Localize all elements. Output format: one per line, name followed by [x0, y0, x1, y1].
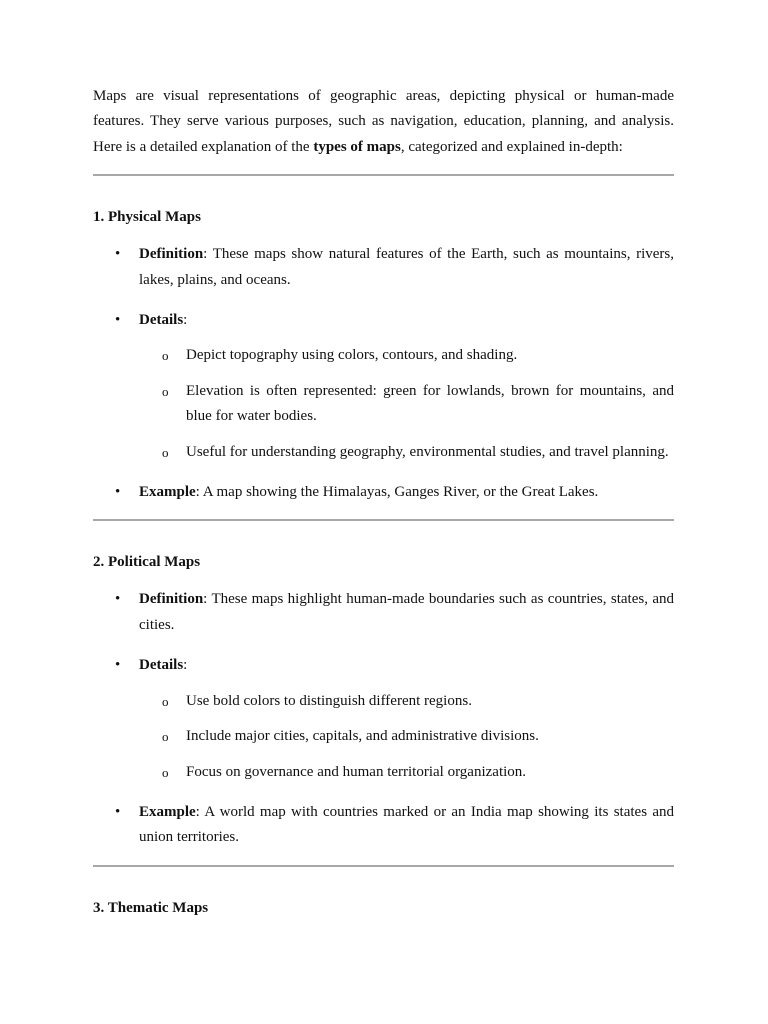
detail-text: Use bold colors to distinguish different regions.: [186, 692, 472, 709]
document-page: [93, 84, 674, 918]
sub-bullet-icon: o: [162, 444, 169, 460]
detail-subitem: [93, 379, 674, 430]
section-bullet-list: [93, 242, 674, 505]
intro-paragraph: [93, 84, 674, 160]
details-label: Details: [139, 312, 184, 329]
detail-subitem: [93, 760, 674, 785]
section-bullet-list: [93, 587, 674, 850]
detail-text: Include major cities, capitals, and administrative divisions.: [186, 728, 539, 745]
detail-text: Elevation is often represented: green for lowlands, brown for mountains, and blue for water bodies.: [186, 382, 674, 425]
example-item: [93, 800, 674, 851]
definition-item: [93, 242, 674, 293]
section-thematic-maps: [93, 898, 674, 918]
horizontal-rule: [93, 174, 674, 176]
intro-text-after: , categorized and explained in-depth:: [400, 138, 623, 155]
detail-subitem: [93, 724, 674, 749]
example-label: Example: [139, 803, 196, 820]
section-heading: 3. Thematic Maps: [93, 899, 209, 916]
section-heading: 1. Physical Maps: [93, 209, 201, 226]
example-text: : A map showing the Himalayas, Ganges River, or the Great Lakes.: [195, 484, 599, 501]
detail-subitem: [93, 343, 674, 368]
section-physical-maps: [93, 207, 674, 505]
definition-label: Definition: [139, 246, 204, 263]
definition-label: Definition: [139, 591, 204, 608]
horizontal-rule: [93, 519, 674, 521]
sub-bullet-icon: o: [162, 764, 169, 780]
details-colon: :: [183, 657, 188, 674]
bullet-icon: •: [115, 657, 121, 674]
example-item: [93, 480, 674, 505]
intro-bold-term: types of maps: [313, 138, 401, 155]
example-label: Example: [139, 484, 196, 501]
section-heading: 2. Political Maps: [93, 554, 201, 571]
definition-text: : These maps highlight human-made boundaries such as countries, states, and cities.: [139, 591, 674, 633]
detail-text: Useful for understanding geography, environmental studies, and travel planning.: [186, 443, 669, 460]
sub-bullet-icon: o: [162, 383, 169, 399]
horizontal-rule: [93, 865, 674, 867]
sub-bullet-icon: o: [162, 729, 169, 745]
detail-subitem: [93, 440, 674, 465]
bullet-icon: •: [115, 591, 121, 608]
detail-subitem: [93, 689, 674, 714]
definition-text: : These maps show natural features of the Earth, such as mountains, rivers, lakes, plains, and oceans.: [139, 246, 674, 288]
details-item: [93, 653, 674, 678]
details-item: [93, 308, 674, 333]
sub-bullet-icon: o: [162, 348, 169, 364]
bullet-icon: •: [115, 246, 121, 263]
example-text: : A world map with countries marked or an India map showing its states and union territories.: [139, 803, 674, 846]
bullet-icon: •: [115, 312, 121, 329]
bullet-icon: •: [115, 803, 121, 820]
definition-item: [93, 587, 674, 638]
details-colon: :: [183, 312, 188, 329]
detail-text: Depict topography using colors, contours, and shading.: [186, 347, 518, 364]
details-label: Details: [139, 657, 184, 674]
detail-text: Focus on governance and human territorial organization.: [186, 763, 527, 780]
section-political-maps: [93, 552, 674, 850]
intro-text-before: Maps are visual representations of geographic areas, depicting physical or human-made features. They serve various purposes, such as navigation, education, planning, and analysis. Here is a detailed explanation of the: [93, 88, 674, 155]
sub-bullet-icon: o: [162, 693, 169, 709]
bullet-icon: •: [115, 484, 121, 501]
